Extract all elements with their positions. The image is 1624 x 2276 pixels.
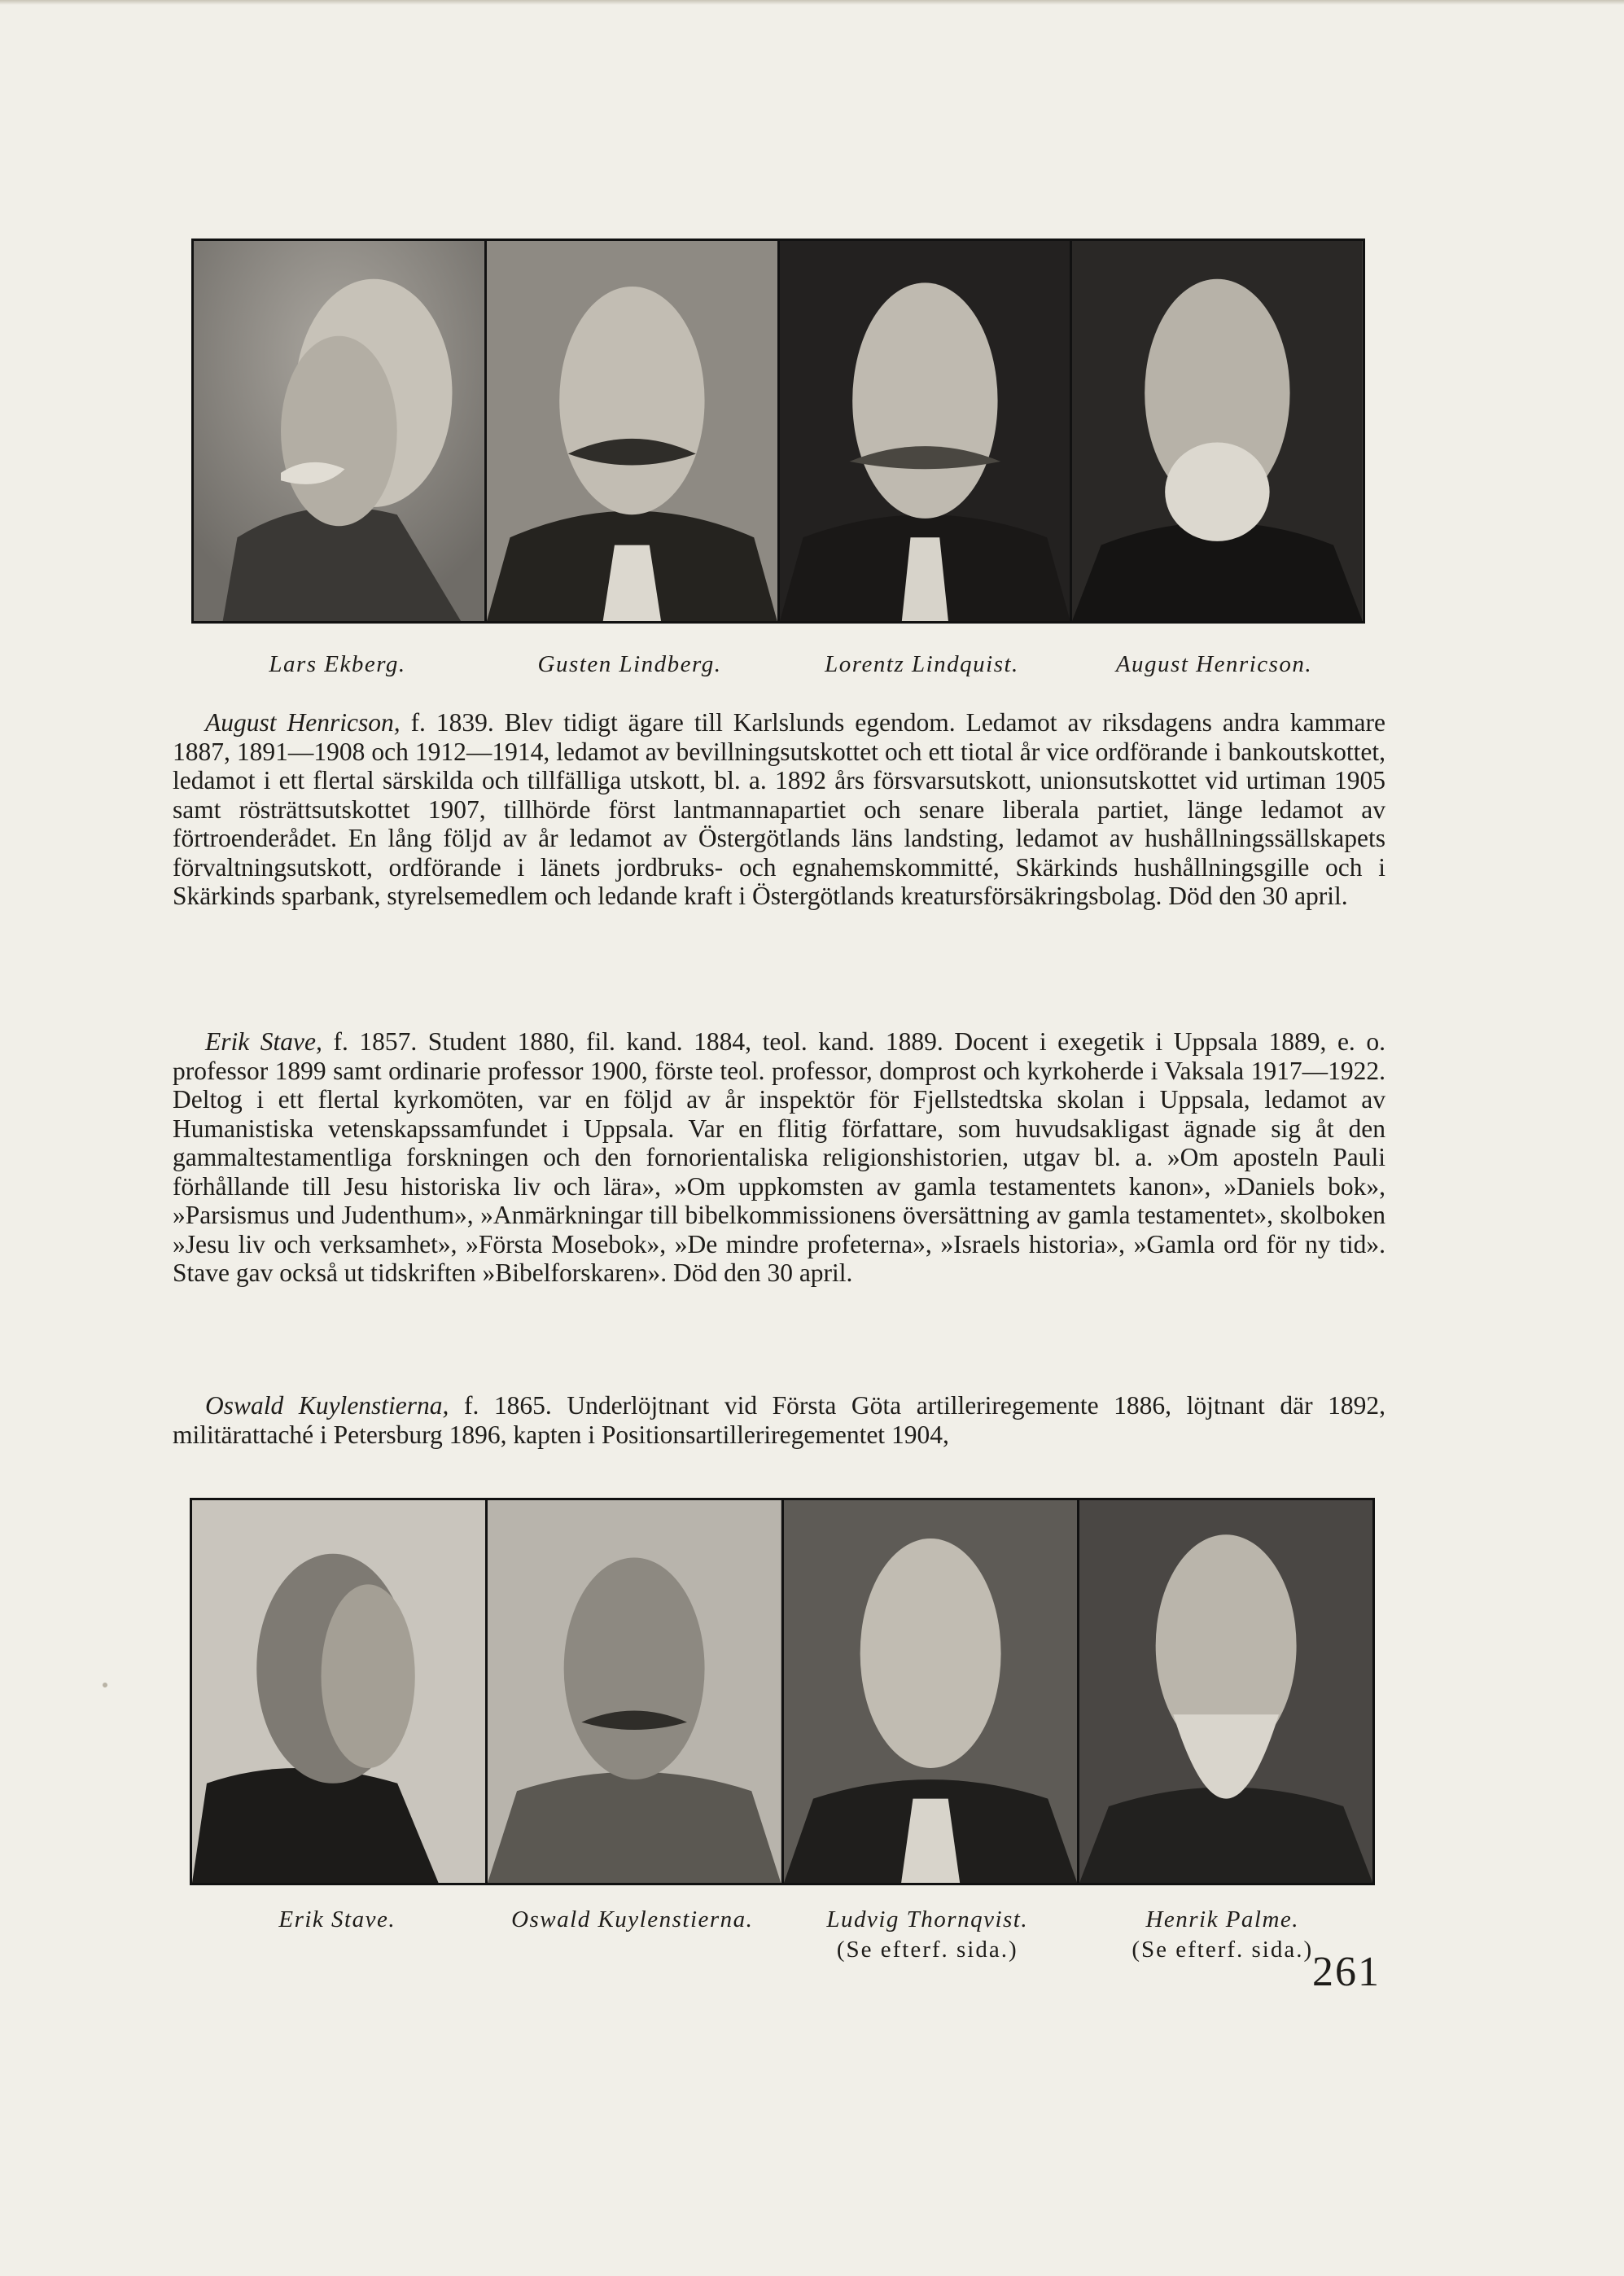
caption-august-henricson: August Henricson.	[1115, 651, 1313, 677]
caption-erik-stave	[190, 1906, 485, 1963]
portrait-ludvig-thornqvist	[784, 1500, 1077, 1883]
portrait-erik-stave	[192, 1500, 485, 1883]
caption-name: Ludvig Thornqvist.	[826, 1906, 1029, 1932]
entry-name: Erik Stave,	[205, 1027, 322, 1056]
portrait-lorentz-lindquist	[780, 241, 1070, 621]
caption-see-next-page: (Se efterf. sida.)	[836, 1937, 1018, 1963]
caption-name: Henrik Palme.	[1145, 1906, 1300, 1932]
top-caption-row	[191, 651, 1360, 678]
bottom-portrait-strip	[190, 1498, 1375, 1885]
caption-oswald-kuylenstierna	[485, 1906, 781, 1963]
entry-name: August Henricson,	[205, 708, 401, 737]
entry-text: f. 1839. Blev tidigt ägare till Karlslunds egendom. Ledamot av riksdagens andra kammare 1887, 1891—1908 och 1912—1914, ledamot av bevillningsutskottet och ett tiotal år vice ordförande i bankoutskottet, ledamot i ett flertal särskilda och tillfälliga utskott, bl. a. 1892 års försvarsutskott, unionsutskottet vid urtiman 1905 samt rösträttsutskottet 1907, tillhörde först lantmannapartiet och senare liberala partiet, länge ledamot av förtroenderådet. En lång följd av år ledamot av Östergötlands läns landsting, ledamot av hushållningssällskapets förvaltningsutskott, ordförande i länets jordbruks- och egnahemskommitté, Skärkinds hushållningsgille och i Skärkinds sparbank, styrelsemedlem och ledande kraft i Östergötlands kreatursförsäkringsbolag. Död den 30 april.	[173, 708, 1386, 910]
entry-text: f. 1857. Student 1880, fil. kand. 1884, teol. kand. 1889. Docent i exegetik i Uppsala 1889, e. o. professor 1899 samt ordinarie professor 1900, förste teol. professor, domprost och kyrkoherde i Vaksala 1917—1922. Deltog i ett flertal kyrkomöten, var en följd av år inspektör för Fjellstedtska skolan i Uppsala, ledamot av Humanistiska vetenskapssamfundet i Uppsala. Var en flitig författare, som huvudsakligast ägnade sig åt den gammaltestamentliga forskningen och den fornorientaliska religionshistorien, utgav bl. a. »Om aposteln Pauli förhållande till Jesu historiska liv och lära», »Om uppkomsten av gamla testamentets kanon», »Daniels bok», »Parsismus und Judenthum», »Anmärkningar till bibelkommissionens översättning av gamla testamentet», skolboken »Jesu liv och verksamhet», »Första Mosebok», »De mindre profeterna», »Israels historia», »Gamla ord för ny tid». Stave gav också ut tidskriften »Bibelforskaren». Död den 30 april.	[173, 1027, 1385, 1287]
entry-oswald-kuylenstierna	[173, 1391, 1385, 1449]
caption-gusten-lindberg: Gusten Lindberg.	[537, 651, 722, 677]
caption-see-next-page: (Se efterf. sida.)	[1132, 1937, 1314, 1963]
caption-name: Erik Stave.	[278, 1906, 396, 1932]
caption-ludvig-thornqvist	[780, 1906, 1075, 1963]
top-portrait-strip	[191, 239, 1365, 624]
portrait-oswald-kuylenstierna	[488, 1500, 781, 1883]
page-top-edge	[0, 0, 1624, 5]
bottom-caption-row	[190, 1906, 1370, 1963]
page-number: 261	[1312, 1949, 1381, 1995]
portrait-lars-ekberg	[194, 241, 484, 621]
caption-lorentz-lindquist: Lorentz Lindquist.	[825, 651, 1019, 677]
portrait-henrik-palme	[1079, 1500, 1372, 1883]
caption-name: Oswald Kuylenstierna.	[511, 1906, 754, 1932]
portrait-august-henricson	[1072, 241, 1363, 621]
entry-erik-stave	[173, 1027, 1385, 1288]
entry-text: f. 1865. Underlöjtnant vid Första Göta artilleriregemente 1886, löjtnant där 1892, militärattaché i Petersburg 1896, kapten i Positionsartilleriregementet 1904,	[173, 1391, 1385, 1449]
speck-mark	[103, 1683, 107, 1687]
entry-august-henricson	[173, 708, 1385, 911]
entry-name: Oswald Kuylenstierna,	[205, 1391, 449, 1420]
caption-lars-ekberg: Lars Ekberg.	[269, 651, 406, 677]
portrait-gusten-lindberg	[487, 241, 777, 621]
